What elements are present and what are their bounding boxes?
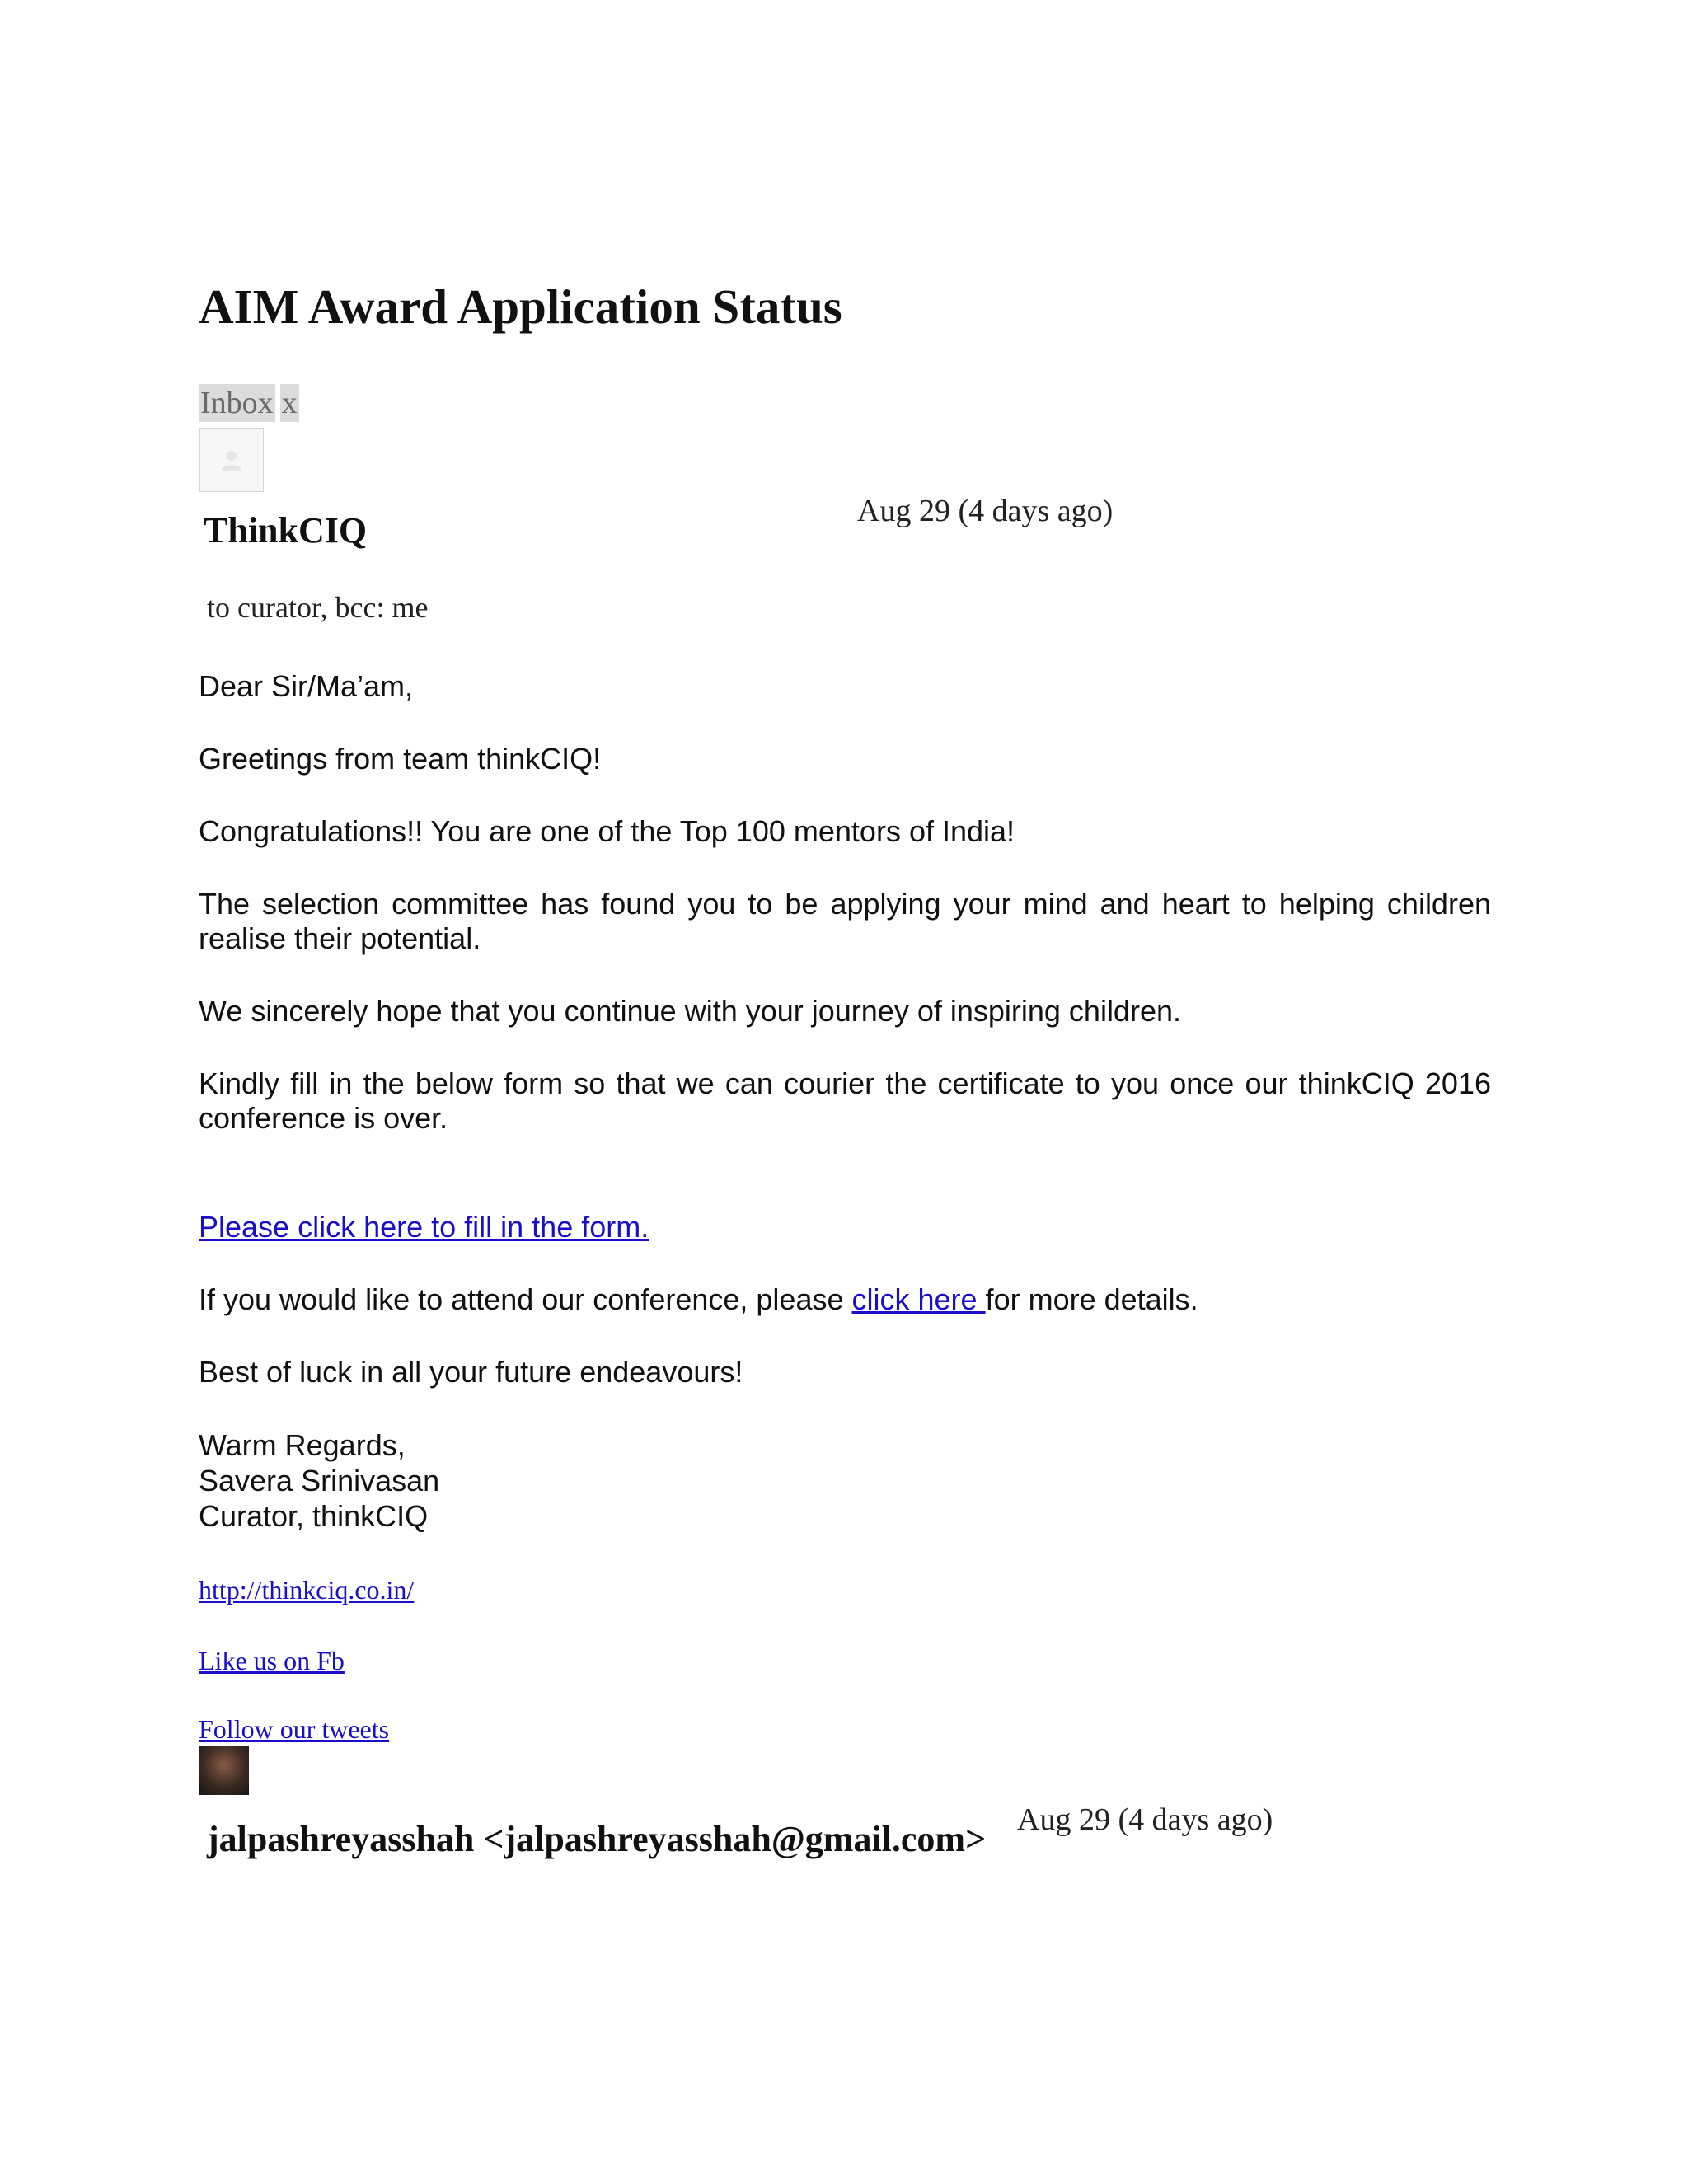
- conference-link[interactable]: click here: [851, 1282, 986, 1316]
- remove-label-button[interactable]: x: [281, 386, 298, 420]
- sender-name[interactable]: ThinkCIQ: [204, 510, 368, 551]
- body-paragraph: Congratulations!! You are one of the Top 100 mentors of India!: [199, 814, 1015, 848]
- reply-sender[interactable]: jalpashreyasshah <jalpashreyasshah@gmail.com>: [207, 1819, 987, 1859]
- conference-paragraph: [199, 1282, 1491, 1317]
- greeting-text: Dear Sir/Ma’am,: [199, 669, 414, 703]
- spacer: [199, 1174, 1491, 1210]
- twitter-link[interactable]: Follow our tweets: [199, 1714, 390, 1744]
- signature-regards: Warm Regards,: [199, 1428, 406, 1462]
- conference-text-after: for more details.: [985, 1282, 1198, 1316]
- reply-avatar: [199, 1746, 249, 1795]
- recipients-line[interactable]: to curator, bcc: me: [207, 591, 429, 624]
- website-link[interactable]: http://thinkciq.co.in/: [199, 1575, 415, 1605]
- message-body: [199, 669, 1491, 1567]
- body-paragraph: Kindly fill in the below form so that we can courier the certificate to you once our thinkCIQ 2016 conference is over.: [199, 1066, 1491, 1135]
- label-bar: [199, 384, 299, 422]
- body-paragraph: We sincerely hope that you continue with your journey of inspiring children.: [199, 994, 1181, 1028]
- sender-avatar: [199, 428, 264, 492]
- inbox-label[interactable]: Inbox: [200, 386, 274, 420]
- email-subject: AIM Award Application Status: [199, 279, 842, 334]
- signature-title: Curator, thinkCIQ: [199, 1499, 429, 1533]
- body-paragraph: The selection committee has found you to be applying your mind and heart to helping children realise their potential.: [199, 887, 1491, 955]
- closing-wish: Best of luck in all your future endeavours!: [199, 1355, 743, 1389]
- message-date: Aug 29 (4 days ago): [857, 494, 1114, 528]
- form-link[interactable]: Please click here to fill in the form.: [199, 1210, 649, 1244]
- conference-text-before: If you would like to attend our conference, please: [199, 1282, 852, 1316]
- person-icon: [218, 446, 246, 474]
- facebook-link[interactable]: Like us on Fb: [199, 1646, 345, 1675]
- body-paragraph: Greetings from team thinkCIQ!: [199, 742, 602, 776]
- signature-name: Savera Srinivasan: [199, 1464, 440, 1497]
- form-link-paragraph: [199, 1210, 1491, 1244]
- reply-date: Aug 29 (4 days ago): [1017, 1802, 1273, 1837]
- signature: [199, 1427, 1491, 1534]
